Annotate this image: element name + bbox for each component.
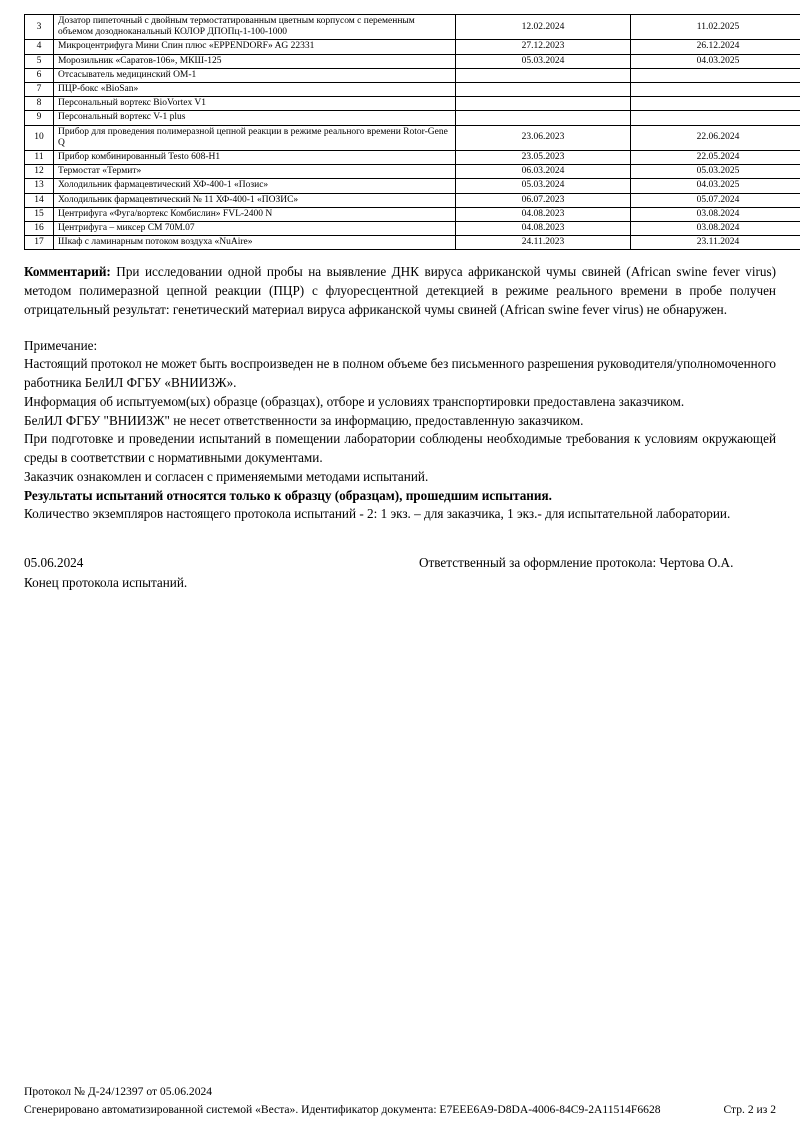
row-name: Дозатор пипеточный с двойным термостатированным цветным корпусом с переменным объемом дозодноканальный КОЛОР ДПОПц-1-100-1000 [54, 15, 456, 40]
table-row [25, 15, 800, 40]
footer-generated: Сгенерировано автоматизированной системой «Веста». Идентификатор документа: E7EEE6A9-D8DA-4006-84C9-2A11514F6628 [24, 1102, 661, 1116]
row-date-2: 03.08.2024 [631, 207, 800, 221]
table-row [25, 54, 800, 68]
row-date-2 [631, 111, 800, 125]
row-name: Морозильник «Саратов-106», МКШ-125 [54, 54, 456, 68]
row-name: Термостат «Термит» [54, 165, 456, 179]
signature-row [24, 554, 776, 573]
row-date-1: 04.08.2023 [456, 207, 631, 221]
row-number: 12 [25, 165, 54, 179]
row-number: 5 [25, 54, 54, 68]
row-name: ПЦР-бокс «BioSan» [54, 83, 456, 97]
end-of-protocol: Конец протокола испытаний. [24, 574, 188, 590]
signature-responsible: Ответственный за оформление протокола: Чертова О.А. [419, 555, 734, 570]
table-row [25, 83, 800, 97]
note-line-1: Настоящий протокол не может быть воспроизведен не в полном объеме без письменного разрешения руководителя/уполномоченного работника БелИЛ ФГБУ «ВНИИЗЖ». [24, 356, 776, 391]
row-number: 3 [25, 15, 54, 40]
row-number: 17 [25, 236, 54, 250]
note-header: Примечание: [24, 337, 98, 353]
row-date-2 [631, 97, 800, 111]
row-number: 6 [25, 68, 54, 82]
row-number: 14 [25, 193, 54, 207]
row-date-1: 05.03.2024 [456, 54, 631, 68]
row-number: 13 [25, 179, 54, 193]
row-name: Центрифуга «Фуга/вортекс Комбислин» FVL-2400 N [54, 207, 456, 221]
footer-page-number: Стр. 2 из 2 [723, 1102, 776, 1116]
row-name: Отсасыватель медицинский ОМ-1 [54, 68, 456, 82]
footer-bottom-row [24, 1101, 776, 1118]
row-name: Микроцентрифуга Мини Спин плюс «EPPENDORF» AG 22331 [54, 40, 456, 54]
table-row [25, 222, 800, 236]
note-line-5: Заказчик ознакомлен и согласен с применяемыми методами испытаний. [24, 468, 429, 484]
note-line-7: Количество экземпляров настоящего протокола испытаний - 2: 1 экз. – для заказчика, 1 экз.- для испытательной лаборатории. [24, 506, 731, 522]
equipment-table-body [25, 15, 800, 250]
note-block [24, 337, 776, 524]
table-row [25, 151, 800, 165]
row-date-2: 04.03.2025 [631, 54, 800, 68]
note-line-6: Результаты испытаний относятся только к образцу (образцам), прошедшим испытания. [24, 487, 552, 503]
table-row [25, 68, 800, 82]
comment-block [24, 263, 776, 319]
row-date-1: 23.06.2023 [456, 125, 631, 150]
row-name: Центрифуга – миксер СМ 70М.07 [54, 222, 456, 236]
row-date-1: 04.08.2023 [456, 222, 631, 236]
row-date-1 [456, 83, 631, 97]
row-date-2: 04.03.2025 [631, 179, 800, 193]
row-date-2 [631, 68, 800, 82]
row-number: 16 [25, 222, 54, 236]
row-number: 9 [25, 111, 54, 125]
row-name: Шкаф с ламинарным потоком воздуха «NuAire» [54, 236, 456, 250]
equipment-table [24, 14, 800, 250]
row-date-2: 11.02.2025 [631, 15, 800, 40]
row-date-1: 27.12.2023 [456, 40, 631, 54]
row-number: 7 [25, 83, 54, 97]
signature-date: 05.06.2024 [24, 555, 84, 570]
row-number: 11 [25, 151, 54, 165]
row-date-1 [456, 97, 631, 111]
row-date-1: 23.05.2023 [456, 151, 631, 165]
row-date-1 [456, 111, 631, 125]
row-date-2: 22.05.2024 [631, 151, 800, 165]
table-row [25, 236, 800, 250]
row-number: 4 [25, 40, 54, 54]
row-name: Холодильник фармацевтический № 11 ХФ-400-1 «ПОЗИС» [54, 193, 456, 207]
table-row [25, 40, 800, 54]
row-date-2 [631, 83, 800, 97]
row-name: Прибор для проведения полимеразной цепной реакции в режиме реального времени Rotor-Gene Q [54, 125, 456, 150]
table-row [25, 193, 800, 207]
table-row [25, 179, 800, 193]
row-number: 10 [25, 125, 54, 150]
table-row [25, 111, 800, 125]
table-row [25, 97, 800, 111]
row-name: Прибор комбинированный Testo 608-H1 [54, 151, 456, 165]
note-line-2: Информация об испытуемом(ых) образце (образцах), отборе и условиях транспортировки предоставлена заказчиком. [24, 393, 685, 409]
row-date-1 [456, 68, 631, 82]
row-date-2: 22.06.2024 [631, 125, 800, 150]
row-date-2: 05.07.2024 [631, 193, 800, 207]
row-date-1: 05.03.2024 [456, 179, 631, 193]
page-footer [24, 1083, 776, 1118]
row-date-1: 06.03.2024 [456, 165, 631, 179]
row-date-2: 03.08.2024 [631, 222, 800, 236]
row-date-2: 26.12.2024 [631, 40, 800, 54]
table-row [25, 125, 800, 150]
comment-label: Комментарий: [24, 264, 111, 280]
row-name: Холодильник фармацевтический ХФ-400-1 «Позис» [54, 179, 456, 193]
row-date-1: 12.02.2024 [456, 15, 631, 40]
row-date-1: 24.11.2023 [456, 236, 631, 250]
comment-text: При исследовании одной пробы на выявление ДНК вируса африканской чумы свиней (African swine fever virus) методом полимеразной цепной реакции (ПЦР) с флуоресцентной детекцией в режиме реального времени в пробе получен отрицательный результат: генетический материал вируса африканской чумы свиней (African swine fever virus) не обнаружен. [24, 264, 776, 317]
note-line-3: БелИЛ ФГБУ "ВНИИЗЖ" не несет ответственности за информацию, предоставленную заказчиком. [24, 412, 584, 428]
table-row [25, 207, 800, 221]
table-row [25, 165, 800, 179]
row-date-2: 23.11.2024 [631, 236, 800, 250]
row-date-2: 05.03.2025 [631, 165, 800, 179]
row-number: 15 [25, 207, 54, 221]
row-name: Персональный вортекс V-1 plus [54, 111, 456, 125]
row-name: Персональный вортекс BioVortex V1 [54, 97, 456, 111]
note-line-4: При подготовке и проведении испытаний в помещении лаборатории соблюдены необходимые требования к условиям окружающей среды в соответствии с нормативными документами. [24, 431, 776, 466]
row-date-1: 06.07.2023 [456, 193, 631, 207]
footer-protocol: Протокол № Д-24/12397 от 05.06.2024 [24, 1085, 213, 1099]
row-number: 8 [25, 97, 54, 111]
